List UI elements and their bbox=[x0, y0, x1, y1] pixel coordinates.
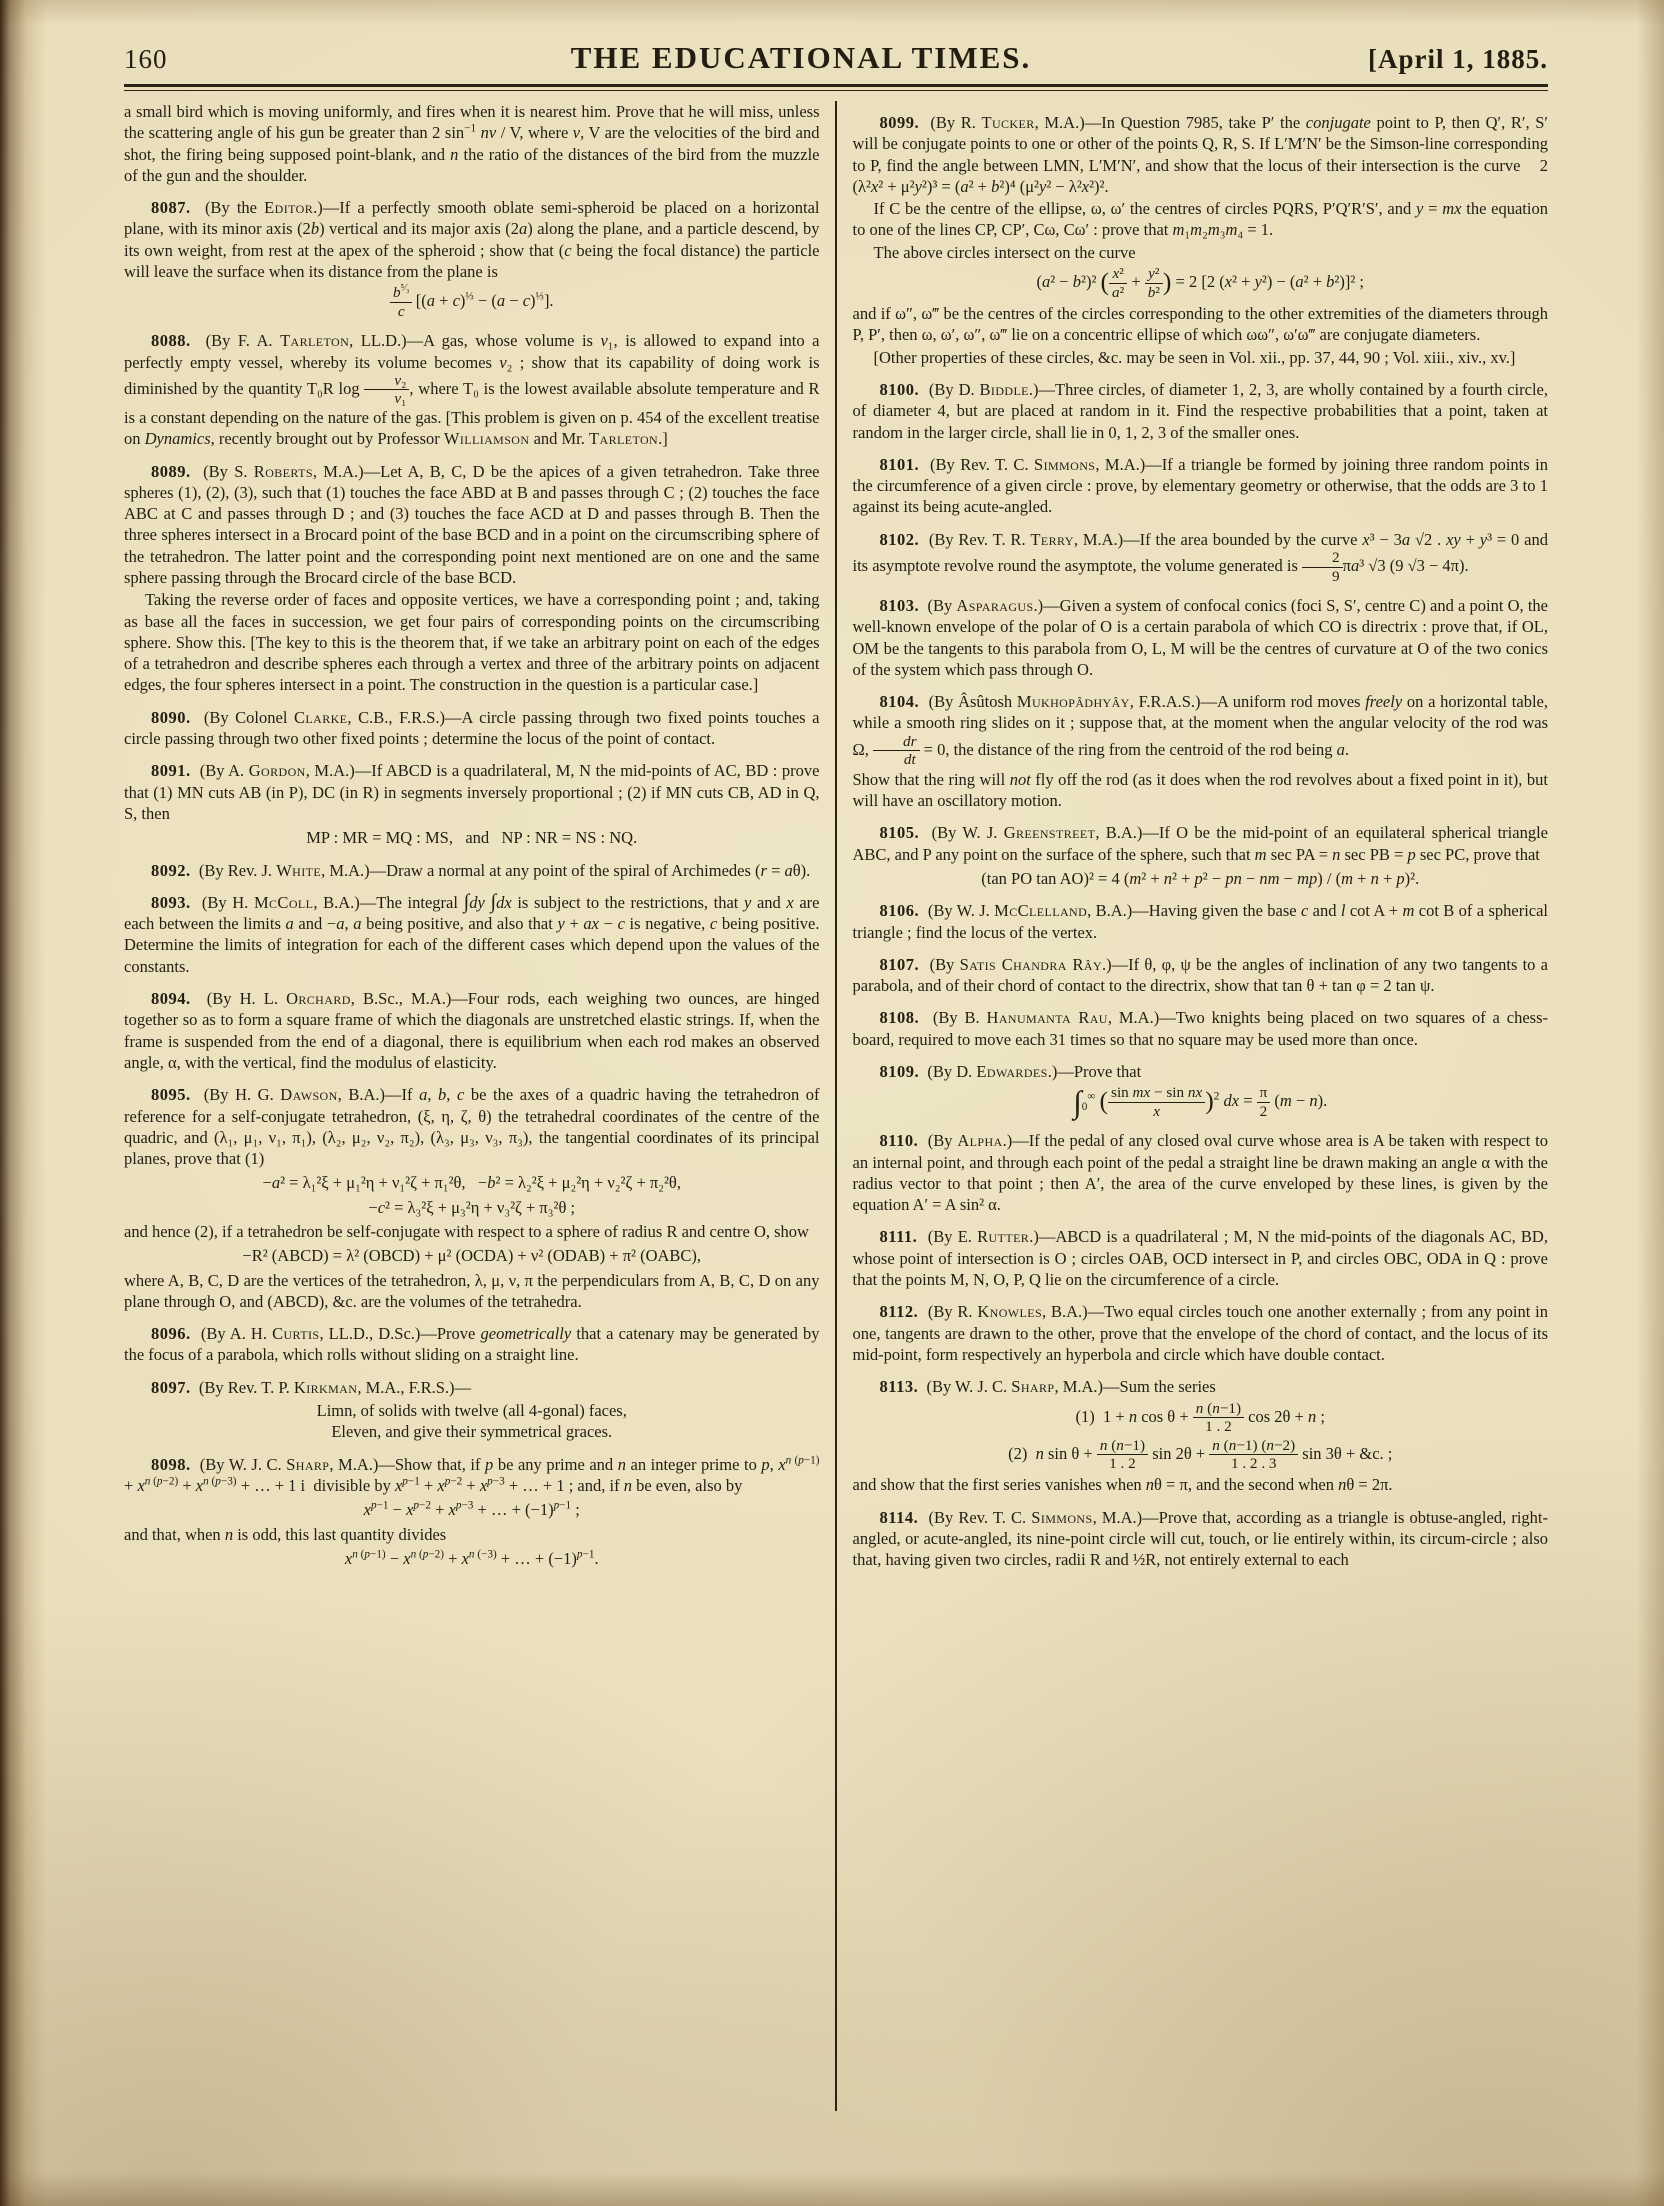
problem-8113-continued: and show that the first series vanishes when nθ = π, and the second when nθ = 2π. bbox=[852, 1475, 1393, 1495]
problem-8092: 8092. (By Rev. J. White, M.A.)—Draw a normal at any point of the spiral of Archimedes (r = aθ). bbox=[151, 860, 811, 880]
continuation-paragraph: a small bird which is moving uniformly, and fires when it is nearest him. Prove that he will miss, unless the scattering angle of his gun be greater than 2 $\sin^{-1}$ nv / V, where v, V are the velocities of the bird and shot, the firing being supposed point-blank, and n the ratio of the distances of the bird from the muzzle of the gun and the shoulder. bbox=[124, 102, 820, 185]
problem-8089: 8089. (By S. Roberts, M.A.)—Let A, B, C, D be the apices of a given tetrahedron. Take three spheres (1), (2), (3), such that (1) touches the face ABD at B and passes through C ; (2) touches the face ABC at C and passes through D ; and (3) touches the face ACD at D and passes through B. Then the three spheres intersect in a Brocard point of the base BCD and in a point on the circumscribing sphere of the tetrahedron. The latter point and the corresponding point next mentioned are on one and the same sphere passing through the Brocard circle of the base BCD. bbox=[124, 461, 820, 587]
problem-8111: 8111. (By E. Rutter.)—ABCD is a quadrilateral ; M, N the mid-points of the diagonals AC, BD, whose point of intersection is O ; circles OAB, OCD intersect in P, and circles OBC, ODA in Q : prove that the points M, N, O, P, Q lie on the circumference of a circle. bbox=[852, 1227, 1548, 1290]
problem-8099-para3: The above circles intersect on the curve bbox=[873, 242, 1136, 262]
verse-8097: Limn, of solids with twelve (all 4-gonal) faces, Eleven, and give their symmetrical graces. bbox=[316, 1401, 627, 1442]
formula-8113-1: (1) 1 + n cos θ + $\frac{n (n-1)}{1 . 2}$ cos 2θ + n ; bbox=[1075, 1399, 1325, 1436]
problem-8090: 8090. (By Colonel Clarke, C.B., F.R.S.)—A circle passing through two fixed points touches a circle passing through two other fixed points ; determine the locus of the point of contact. bbox=[124, 707, 820, 749]
masthead bbox=[124, 40, 1548, 76]
problem-8098-continued: and that, when n is odd, this last quantity divides bbox=[124, 1524, 447, 1544]
problem-8099-para4: and if ω″, ω‴ be the centres of the circles corresponding to the other extremities of the diameters through P, P′, then ω, ω′, ω″, ω‴ lie on a concentric ellipse of which ωω″, ω′ω‴ are conjugate diameters. bbox=[852, 304, 1548, 345]
problem-8099-para2: If C be the centre of the ellipse, ω, ω′ the centres of circles PQRS, P′Q′R′S′, and y = mx the equation to one of the lines CP, CP′, Cω, Cω′ : prove that m₁m₂m₃m₄ = 1. bbox=[852, 199, 1548, 240]
formula-8095-2: −c² = λ₃²ξ + μ₃²η + ν₃²ζ + π₃²θ ; bbox=[368, 1197, 576, 1217]
problem-8094: 8094. (By H. L. Orchard, B.Sc., M.A.)—Four rods, each weighing two ounces, are hinged together so as to form a square frame of which the diagonals are unstretched elastic strings. If, when the frame is suspended from the end of a diagonal, there is equilibrium when each rod makes an observed angle, α, with the vertical, find the modulus of elasticity. bbox=[124, 989, 820, 1072]
problem-8097: 8097. (By Rev. T. P. Kirkman, M.A., F.R.S.)— bbox=[151, 1377, 472, 1397]
problem-8096: 8096. (By A. H. Curtis, LL.D., D.Sc.)—Prove geometrically that a catenary may be generated by the focus of a parabola, which rolls without sliding on a straight line. bbox=[124, 1324, 820, 1365]
formula-8109: $\int_0^\infty$ ( $\frac{\text{sin mx − sin nx}}{x}$ )$^2$ dx = $\frac{\pi}{2}$ (m − n). bbox=[1073, 1084, 1328, 1120]
problem-8091: 8091. (By A. Gordon, M.A.)—If ABCD is a quadrilateral, M, N the mid-points of AC, BD : prove that (1) MN cuts AB (in P), DC (in R) in segments inversely proportional ; (2) if MN cuts CB, AD in Q, S, then bbox=[124, 761, 820, 823]
problem-8095-continued: and hence (2), if a tetrahedron be self-conjugate with respect to a sphere of radius R and centre O, show bbox=[124, 1222, 809, 1241]
problem-8100: 8100. (By D. Biddle.)—Three circles, of diameter 1, 2, 3, are wholly contained by a fourth circle, of diameter 4, but are placed at random in it. Find the respective probabilities that a point, taken at random in the larger circle, shall lie in 0, 1, 2, 3 of the smaller ones. bbox=[852, 379, 1548, 442]
problem-8112: 8112. (By R. Knowles, B.A.)—Two equal circles touch one another externally ; from any point in one, tangents are drawn to the other, prove that the envelope of the chord of contact, and the locus of its mid-point, form respectively an hyperbola and circle which have double contact. bbox=[852, 1302, 1548, 1364]
problem-8110: 8110. (By Alpha.)—If the pedal of any closed oval curve whose area is A be taken with respect to an internal point, and through each point of the pedal a straight line be drawn making an angle α with the radius vector to that point ; then A′, the area of the curve enveloped by these lines, is given by the equation A′ = A sin² α. bbox=[852, 1131, 1549, 1215]
problem-8095: 8095. (By H. G. Dawson, B.A.)—If a, b, c be the axes of a quadric having the tetrahedron of reference for a self-conjugate tetrahedron, (ξ, η, ζ, θ) the tetrahedral coordinates of the centre of the quadric, and (λ₁, μ₁, ν₁, π₁), (λ₂, μ₂, ν₂, π₂), (λ₃, μ₃, ν₃, π₃), the tangential coordinates of its principal planes, prove that (1) bbox=[124, 1085, 820, 1169]
problem-8108: 8108. (By B. Hanumanta Rau, M.A.)—Two knights being placed on two squares of a chess-board, required to move each 31 times so that no square may be used more than once. bbox=[852, 1008, 1548, 1049]
problem-8089-continued: Taking the reverse order of faces and opposite vertices, we have a corresponding point ; and, taking as base all the faces in succession, we get four pairs of corresponding points on the circumscribing sphere. Show this. [The key to this is the theorem that, if we take an arbitrary point on each of the edges of a tetrahedron and describe spheres each through a vertex and three of the arbitrary points on adjacent edges, the four spheres intersect in a point. The construction in the question is a particular case.] bbox=[124, 590, 820, 695]
problem-8104: 8104. (By Âsûtosh Mukhopâdhyây, F.R.A.S.)—A uniform rod moves freely on a horizontal table, while a smooth ring slides on it ; suppose that, at the moment when the angular velocity of the rod was Ω, $\frac{dr}{dt}$ = 0, the distance of the ring from the centroid of the rod being a. bbox=[852, 692, 1548, 769]
column-left bbox=[124, 101, 835, 2111]
formula-8098-2: $x^{n (p-1)} - x^{n (p-2)} + x^{n (-3)}$ + … + $(-1)^{p-1}$. bbox=[344, 1548, 599, 1568]
problem-8106: 8106. (By W. J. McClelland, B.A.)—Having given the base c and l cot A + m cot B of a spherical triangle ; find the locus of the vertex. bbox=[852, 901, 1549, 942]
formula-8113-2: (2) n sin θ + $\frac{n (n-1)}{1 . 2}$ sin 2θ + $\frac{n (n-1) (n-2)}{1 . 2 . 3}$ sin 3θ + &c. ; bbox=[1008, 1436, 1393, 1472]
problem-8113: 8113. (By W. J. C. Sharp, M.A.)—Sum the series bbox=[879, 1377, 1216, 1397]
columns bbox=[124, 101, 1548, 2111]
problem-8087: 8087. (By the Editor.)—If a perfectly smooth oblate semi-spheroid be placed on a horizontal plane, with its minor axis (2b) vertical and its major axis (2a) along the plane, and a particle descend, by its own weight, from rest at the apex of the spheroid ; show that (c being the focal distance) the particle will leave the surface when its distance from the plane is bbox=[124, 198, 820, 282]
formula-8091: MP : MR = MQ : MS, and NP : NR = NS : NQ. bbox=[306, 828, 638, 848]
formula-8095-1: −a² = λ₁²ξ + μ₁²η + ν₁²ζ + π₁²θ, −b² = λ₂²ξ + μ₂²η + ν₂²ζ + π₂²θ, bbox=[262, 1173, 681, 1193]
problem-8103: 8103. (By Asparagus.)—Given a system of confocal conics (foci S, S′, centre C) and a point O, the well-known envelope of the polar of O is a certain parabola of which CO is directrix : prove that, if OL, OM be the tangents to this parabola from O, L, M will be the centres of curvature at O of the two conics of the system which pass through O. bbox=[852, 595, 1548, 679]
column-right bbox=[835, 101, 1549, 2111]
problem-8098: 8098. (By W. J. C. Sharp, M.A.)—Show that, if p be any prime and n an integer prime to p, $x^{n (p-1)} + x^{n (p-2)} + x^{n (p-3)}$ + … + 1 i divisible by $x^{p-1} + x^{p-2} + x^{p-3}$ + … + 1 ; and, if n be even, also by bbox=[124, 1454, 820, 1495]
problem-8107: 8107. (By Satis Chandra Rây.)—If θ, φ, ψ be the angles of inclination of any two tangents to a parabola, and of their chord of contact to the directrix, show that tan θ + tan φ = 2 tan ψ. bbox=[852, 954, 1548, 996]
formula-8105: (tan PO tan AO)² = 4 (m² + n² + p² − pn − nm − mp) / (m + n + p)². bbox=[981, 868, 1420, 888]
issue-date: [April 1, 1885. bbox=[1368, 44, 1548, 74]
double-rule bbox=[124, 84, 1548, 91]
formula-8095-3: −R² (ABCD) = λ² (OBCD) + μ² (OCDA) + ν² (ODAB) + π² (OABC), bbox=[242, 1246, 702, 1266]
problem-8109: 8109. (By D. Edwardes.)—Prove that bbox=[879, 1062, 1142, 1081]
problem-8099-para5: [Other properties of these circles, &c. may be seen in Vol. xii., pp. 37, 44, 90 ; Vol. xiii., xiv., xv.] bbox=[873, 347, 1516, 367]
problem-8114: 8114. (By Rev. T. C. Simmons, M.A.)—Prove that, according as a triangle is obtuse-angled, right-angled, or acute-angled, its nine-point circle will cut, touch, or lie entirely within, its circum-circle ; also that, having given two circles, radii R and ½R, not entirely external to each bbox=[852, 1507, 1548, 1570]
problem-8095-footer: where A, B, C, D are the vertices of the tetrahedron, λ, μ, ν, π the perpendiculars from A, B, C, D on any plane through O, and (ABCD), &c. are the volumes of the tetrahedra. bbox=[124, 1270, 820, 1311]
page-title: THE EDUCATIONAL TIMES. bbox=[570, 40, 1032, 75]
problem-8093: 8093. (By H. McColl, B.A.)—The integral ∫dy ∫dx is subject to the restrictions, that y and x are each between the limits a and −a, a being positive, and also that y + ax − c is negative, c being positive. Determine the limits of integration for each of the different cases which depend upon the values of the constants. bbox=[124, 890, 820, 976]
problem-8099: 8099. (By R. Tucker, M.A.)—In Question 7985, take P′ the conjugate point to P, then Q′, R′, S′ will be conjugate points to one or other of the points Q, R, S. If L′M′N′ be the Simson-line corresponding to P, find the angle between LMN, L′M′N′, and show that the locus of their intersection is the curve 2 (λ²x² + μ²y²)³ = (a² + b²)⁴ (μ²y² − λ²x²)². bbox=[852, 113, 1548, 196]
page-number: 160 bbox=[124, 44, 168, 74]
problem-8104-continued: Show that the ring will not fly off the rod (as it does when the rod revolves about a fixed point in it), but will have an oscillatory motion. bbox=[852, 769, 1548, 811]
formula-8098-1: $x^{p-1} - x^{p-2} + x^{p-3}$ + … + $(-1)^{p-1}$ ; bbox=[363, 1499, 580, 1520]
formula-8087: $\frac{b^{^5⁄_3}}{c}$ $[(a + c)^{\frac{1}{3}} - (a - c)^{\frac{1}{3}}]$. bbox=[124, 285, 820, 319]
formula-8099: (a² − b²)² ( $\frac{\text{x²}}{\text{a²}}$ + $\frac{\text{y²}}{\text{b²}}$ ) = 2 [2 (x² + y²) − (a² + b²)]² ; bbox=[1036, 265, 1364, 301]
problem-8101: 8101. (By Rev. T. C. Simmons, M.A.)—If a triangle be formed by joining three random points in the circumference of a given circle : prove, by elementary geometry or otherwise, that the odds are 3 to 1 against its being acute-angled. bbox=[852, 454, 1548, 517]
problem-8105: 8105. (By W. J. Greenstreet, B.A.)—If O be the mid-point of an equilateral spherical triangle ABC, and P any point on the surface of the sphere, such that m sec PA = n sec PB = p sec PC, prove that bbox=[852, 823, 1548, 864]
problem-8088: 8088. (By F. A. Tarleton, LL.D.)—A gas, whose volume is v₁, is allowed to expand into a perfectly empty vessel, whereby its volume becomes v₂ ; show that its capability of doing work is diminished by the quantity T₀R log $\frac{\text{v₂}}{\text{v₁}}$ , where T₀ is the lowest available absolute temperature and R is a constant depending on the nature of the gas. [This problem is given on p. 454 of the excellent treatise on Dynamics, recently brought out by Professor Williamson and Mr. Tarleton.] bbox=[124, 331, 820, 449]
problem-8102: 8102. (By Rev. T. R. Terry, M.A.)—If the area bounded by the curve x³ − 3a √2 . xy + y³ = 0 and its asymptote revolve round the asymptote, the volume generated is $\frac{2}{9}$ πa³ √3 (9 √3 − 4π). bbox=[852, 529, 1548, 585]
